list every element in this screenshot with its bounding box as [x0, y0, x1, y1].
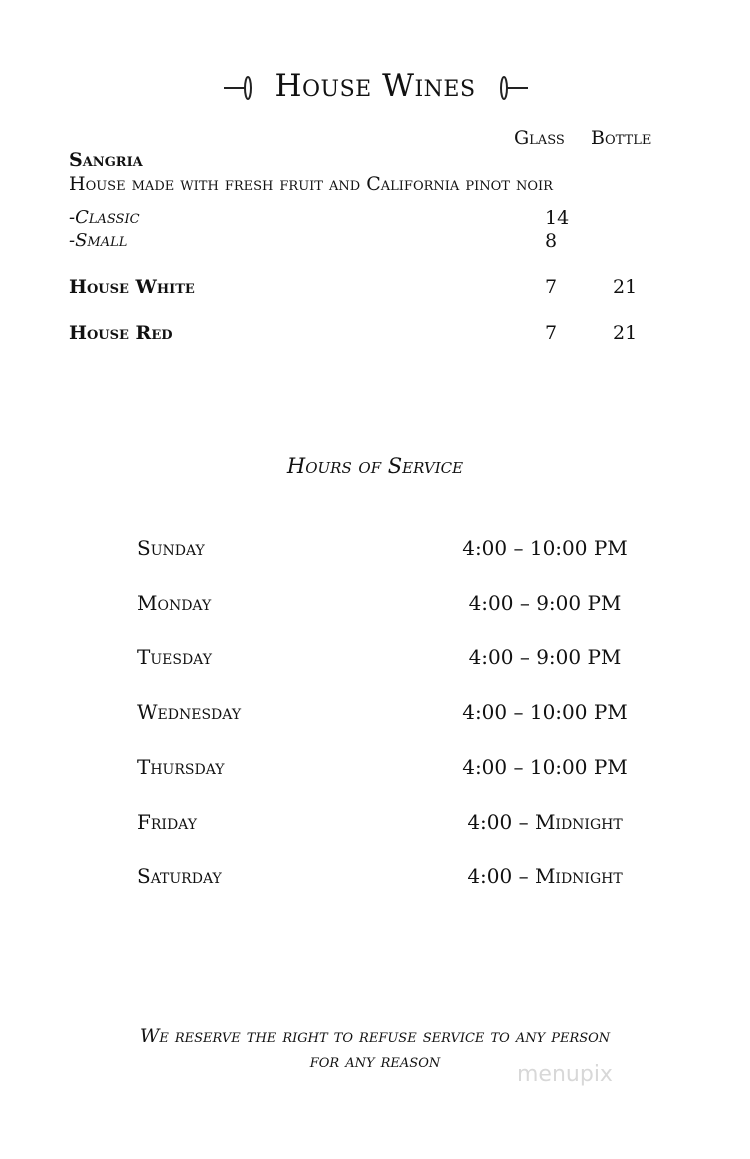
bottle-column-header: Bottle — [591, 127, 652, 149]
glass-column-header: Glass — [514, 127, 565, 149]
house-white-bottle: 21 — [613, 276, 638, 298]
hours-time: 4:00 – 9:00 PM — [468, 590, 622, 615]
sangria-classic-glass: 14 — [545, 207, 570, 229]
hours-day: Sunday — [137, 536, 205, 560]
hours-day: Friday — [137, 809, 197, 834]
corkscrew-icon — [496, 74, 530, 100]
hours-time: 4:00 – 10:00 PM — [462, 700, 628, 725]
hours-day: Monday — [137, 590, 212, 615]
footer-line-1: We reserve the right to refuse service to any person — [139, 1025, 611, 1047]
house-red-glass: 7 — [545, 322, 558, 344]
hours-day: Saturday — [137, 864, 222, 889]
house-white-name: House White — [69, 276, 195, 298]
sangria-name: Sangria — [69, 149, 143, 171]
hours-time: 4:00 – Midnight — [467, 864, 623, 889]
hours-day: Thursday — [137, 754, 225, 779]
hours-time: 4:00 – Midnight — [467, 809, 623, 834]
hours-time: 4:00 – 10:00 PM — [462, 536, 628, 560]
hours-title: Hours of Service — [286, 454, 464, 478]
hours-time: 4:00 – 9:00 PM — [468, 645, 622, 670]
page-title: House Wines — [274, 68, 476, 104]
house-red-name: House Red — [69, 322, 173, 344]
sangria-small-glass: 8 — [545, 230, 558, 252]
house-white-glass: 7 — [545, 276, 558, 298]
sangria-description: House made with fresh fruit and California pinot noir — [69, 173, 553, 195]
sangria-small-label: -Small — [69, 230, 128, 251]
hours-day: Tuesday — [137, 645, 212, 670]
sangria-classic-label: -Classic — [69, 207, 140, 228]
watermark: menupix — [517, 1062, 613, 1087]
footer-line-2: for any reason — [309, 1050, 441, 1072]
hours-time: 4:00 – 10:00 PM — [462, 754, 628, 779]
hours-day: Wednesday — [137, 700, 242, 725]
house-red-bottle: 21 — [613, 322, 638, 344]
